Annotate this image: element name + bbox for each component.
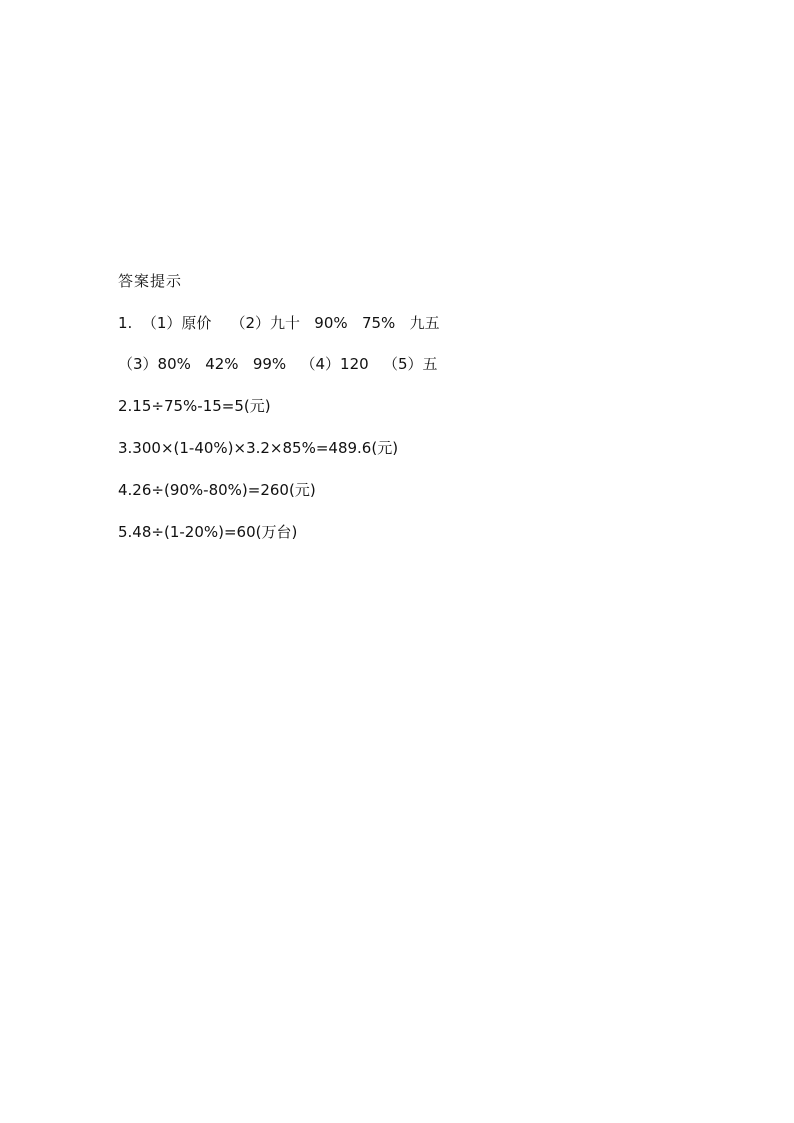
answer-line-1-continued: （3）80% 42% 99% （4）120 （5）五 (118, 355, 438, 373)
answer-line-2: 2.15÷75%-15=5(元) (118, 397, 271, 415)
answer-hints-section (118, 271, 718, 542)
answer-line-3: 3.300×(1-40%)×3.2×85%=489.6(元) (118, 439, 399, 457)
answer-line-1: 1. （1）原价 （2）九十 90% 75% 九五 (118, 314, 440, 332)
answer-line-5: 5.48÷(1-20%)=60(万台) (118, 523, 298, 541)
section-title: 答案提示 (118, 272, 183, 290)
answer-line-4: 4.26÷(90%-80%)=260(元) (118, 481, 316, 499)
